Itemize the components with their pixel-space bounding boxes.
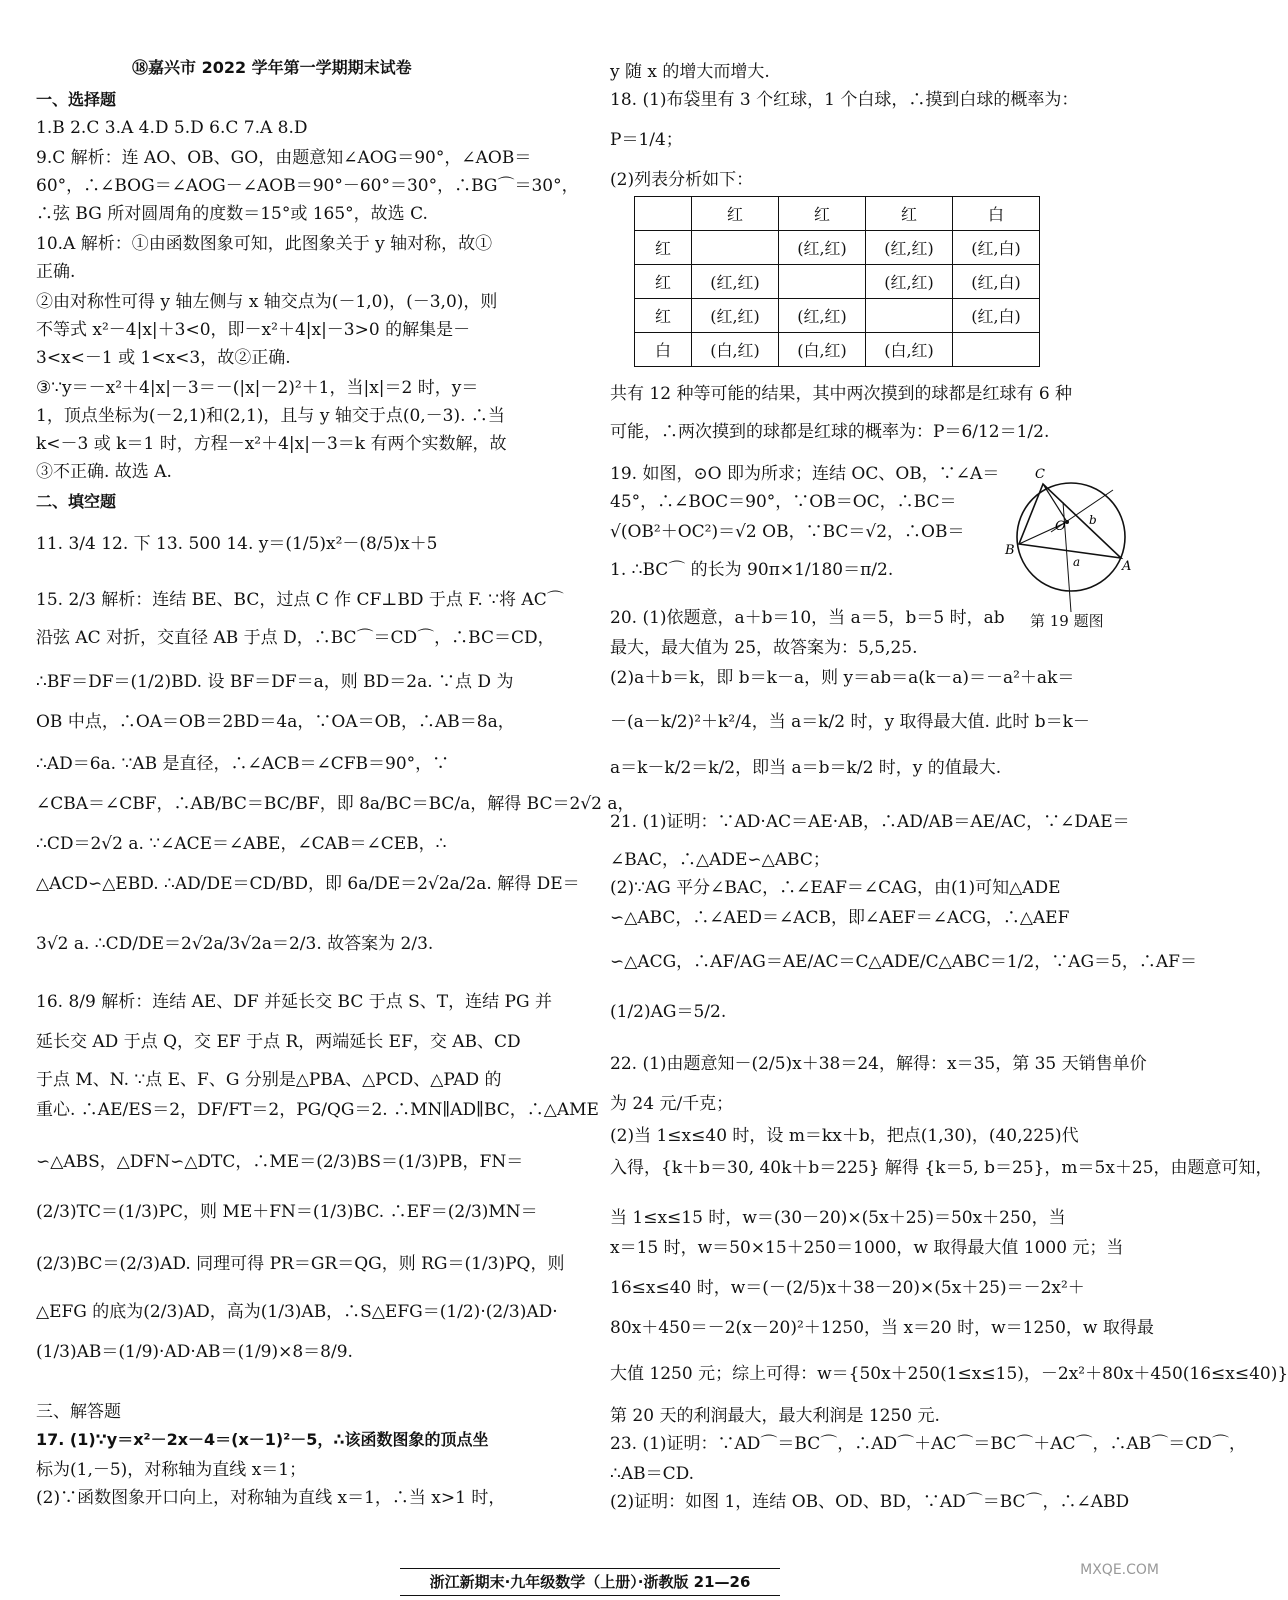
text-line: 第 20 天的利润最大，最大利润是 1250 元. <box>610 1406 940 1426</box>
table-cell: (白,红) <box>692 333 779 367</box>
text-line: √(OB²＋OC²)＝√2 OB，∵BC＝√2，∴OB＝ <box>610 522 965 542</box>
text-line: ∴弦 BG 所对圆周角的度数＝15°或 165°，故选 C. <box>36 204 428 224</box>
table-cell <box>953 333 1040 367</box>
text-line: 最大，最大值为 25，故答案为：5,5,25. <box>610 638 918 658</box>
text-line: 17. (1)∵y＝x²－2x－4＝(x－1)²－5，∴该函数图象的顶点坐 <box>36 1430 489 1449</box>
text-line: 60°，∴∠BOG＝∠AOG－∠AOB＝90°－60°＝30°，∴BG⌒＝30°， <box>36 176 579 196</box>
table-cell: 红 <box>635 231 692 265</box>
text-line: 16≤x≤40 时，w＝(－(2/5)x＋38－20)×(5x＋25)＝－2x²＋ <box>610 1278 1085 1298</box>
text-line: 大值 1250 元；综上可得：w＝{50x＋250(1≤x≤15)，－2x²＋80x＋450(16≤x≤40)} <box>610 1364 1288 1384</box>
label-a: A <box>1122 559 1132 574</box>
table-row <box>635 333 1040 367</box>
text-line: 18. (1)布袋里有 3 个红球，1 个白球，∴摸到白球的概率为： <box>610 90 1079 110</box>
text-line: OB 中点，∴OA＝OB＝2BD＝4a，∵OA＝OB，∴AB＝8a， <box>36 712 515 732</box>
label-b: B <box>1005 543 1015 558</box>
text-line: 1.B 2.C 3.A 4.D 5.D 6.C 7.A 8.D <box>36 118 308 138</box>
text-line: 三、解答题 <box>36 1402 121 1422</box>
table-cell: 红 <box>866 197 953 231</box>
text-line: (2)a＋b＝k，即 b＝k－a，则 y＝ab＝a(k－a)＝－a²＋ak＝ <box>610 668 1075 688</box>
text-line: (2)证明：如图 1，连结 OB、OD、BD，∵AD⌒＝BC⌒，∴∠ABD <box>610 1492 1130 1512</box>
text-line: ∴BF＝DF＝(1/2)BD. 设 BF＝DF＝a，则 BD＝2a. ∵点 D 为 <box>36 672 514 692</box>
text-line: 一、选择题 <box>36 90 117 109</box>
text-line: ∽△ABS，△DFN∽△DTC，∴ME＝(2/3)BS＝(1/3)PB，FN＝ <box>36 1152 524 1172</box>
text-line: 45°，∴∠BOC＝90°，∵OB＝OC，∴BC＝ <box>610 492 957 512</box>
text-line: 22. (1)由题意知－(2/5)x＋38＝24，解得：x＝35，第 35 天销售单价 <box>610 1054 1147 1074</box>
text-line: 16. 8/9 解析：连结 AE、DF 并延长交 BC 于点 S、T，连结 PG 并 <box>36 992 552 1012</box>
text-line: k<－3 或 k＝1 时，方程－x²＋4|x|－3＝k 有两个实数解，故 <box>36 434 507 454</box>
text-line: 标为(1,－5)，对称轴为直线 x＝1； <box>36 1460 307 1480</box>
text-line: 可能，∴两次摸到的球都是红球的概率为：P＝6/12＝1/2. <box>610 422 1050 442</box>
text-line: 沿弦 AC 对折，交直径 AB 于点 D，∴BC⌒＝CD⌒，∴BC＝CD， <box>36 628 555 648</box>
table-header-row <box>635 197 1040 231</box>
table-cell: 白 <box>635 333 692 367</box>
text-line: ∴CD＝2√2 a. ∵∠ACE＝∠ABE，∠CAB＝∠CEB，∴ <box>36 834 447 854</box>
text-line: y 随 x 的增大而增大. <box>610 62 770 82</box>
text-line: 不等式 x²－4|x|＋3<0，即－x²＋4|x|－3>0 的解集是－ <box>36 320 471 340</box>
text-line: ∴AB＝CD. <box>610 1464 695 1484</box>
table-cell: 红 <box>779 197 866 231</box>
text-line: 延长交 AD 于点 Q，交 EF 于点 R，两端延长 EF，交 AB、CD <box>36 1032 521 1052</box>
text-line: 重心. ∴AE/ES＝2，DF/FT＝2，PG/QG＝2. ∴MN∥AD∥BC，∴△AME <box>36 1100 599 1120</box>
text-line: ∽△ACG，∴AF/AG＝AE/AC＝C△ADE/C△ABC＝1/2，∵AG＝5，∴AF＝ <box>610 952 1197 972</box>
text-line: 20. (1)依题意，a＋b＝10，当 a＝5，b＝5 时，ab <box>610 608 1005 628</box>
watermark: MXQE.COM <box>1080 1562 1159 1578</box>
text-line: 11. 3/4 12. 下 13. 500 14. y＝(1/5)x²－(8/5)x＋5 <box>36 534 438 554</box>
table-cell: (红,红) <box>866 231 953 265</box>
table-cell: (红,白) <box>953 299 1040 333</box>
text-line: 正确. <box>36 262 76 282</box>
text-line: (2/3)TC＝(1/3)PC，则 ME＋FN＝(1/3)BC. ∴EF＝(2/3)MN＝ <box>36 1202 538 1222</box>
text-line: 19. 如图，⊙O 即为所求；连结 OC、OB，∵∠A＝ <box>610 464 1000 484</box>
text-line: 二、填空题 <box>36 492 117 511</box>
table-cell: 红 <box>635 299 692 333</box>
text-line: △ACD∽△EBD. ∴AD/DE＝CD/BD，即 6a/DE＝2√2a/2a. 解得 DE＝ <box>36 874 580 894</box>
text-line: (2/3)BC＝(2/3)AD. 同理可得 PR＝GR＝QG，则 RG＝(1/3)PQ，则 <box>36 1254 565 1274</box>
text-line: 共有 12 种等可能的结果，其中两次摸到的球都是红球有 6 种 <box>610 384 1073 404</box>
table-cell: (白,红) <box>866 333 953 367</box>
label-b-lower: b <box>1089 513 1097 527</box>
text-line: (2)∵AG 平分∠BAC，∴∠EAF＝∠CAG，由(1)可知△ADE <box>610 878 1061 898</box>
text-line: 当 1≤x≤15 时，w＝(30－20)×(5x＋25)＝50x＋250，当 <box>610 1208 1066 1228</box>
text-line: a＝k－k/2＝k/2，即当 a＝b＝k/2 时，y 的值最大. <box>610 758 1002 778</box>
table-cell: (红,白) <box>953 265 1040 299</box>
table-cell: (红,白) <box>953 231 1040 265</box>
text-line: P＝1/4； <box>610 130 683 150</box>
label-c: C <box>1035 467 1045 482</box>
figure-caption: 第 19 题图 <box>1030 612 1104 630</box>
text-line: (2)当 1≤x≤40 时，设 m＝kx＋b，把点(1,30)，(40,225)代 <box>610 1126 1079 1146</box>
circle-figure <box>1005 462 1135 627</box>
text-line: ③不正确. 故选 A. <box>36 462 172 482</box>
table-cell: (红,红) <box>692 265 779 299</box>
page-footer: 浙江新期末·九年级数学（上册）·浙教版 21—26 <box>400 1568 780 1596</box>
text-line: 9.C 解析：连 AO、OB、GO，由题意知∠AOG＝90°，∠AOB＝ <box>36 148 532 168</box>
text-line: 于点 M、N. ∵点 E、F、G 分别是△PBA、△PCD、△PAD 的 <box>36 1070 502 1090</box>
text-line: (2)∵函数图象开口向上，对称轴为直线 x＝1，∴当 x>1 时， <box>36 1488 506 1508</box>
text-line: ∽△ABC，∴∠AED＝∠ACB，即∠AEF＝∠ACG，∴△AEF <box>610 908 1070 928</box>
table-row <box>635 231 1040 265</box>
table-cell: (红,红) <box>779 299 866 333</box>
table-cell: (红,红) <box>779 231 866 265</box>
exam-title: ⑱嘉兴市 2022 学年第一学期期末试卷 <box>132 58 412 77</box>
text-line: ∠BAC，∴△ADE∽△ABC； <box>610 850 830 870</box>
text-line: 10.A 解析：①由函数图象可知，此图象关于 y 轴对称，故① <box>36 234 493 254</box>
text-line: 1，顶点坐标为(－2,1)和(2,1)，且与 y 轴交于点(0,－3). ∴当 <box>36 406 505 426</box>
table-cell: 红 <box>692 197 779 231</box>
probability-table <box>634 196 1040 367</box>
table-row <box>635 299 1040 333</box>
table-cell: (白,红) <box>779 333 866 367</box>
table-row <box>635 265 1040 299</box>
label-a-lower: a <box>1073 555 1081 569</box>
text-line: 为 24 元/千克； <box>610 1094 734 1114</box>
text-line: ∠CBA＝∠CBF，∴AB/BC＝BC/BF，即 8a/BC＝BC/a，解得 BC＝2√2 a， <box>36 794 635 814</box>
text-line: 23. (1)证明：∵AD⌒＝BC⌒，∴AD⌒＋AC⌒＝BC⌒＋AC⌒，∴AB⌒＝CD⌒， <box>610 1434 1246 1454</box>
text-line: 80x＋450＝－2(x－20)²＋1250，当 x＝20 时，w＝1250，w 取得最 <box>610 1318 1154 1338</box>
table-cell: (红,红) <box>692 299 779 333</box>
text-line: x＝15 时，w＝50×15＋250＝1000，w 取得最大值 1000 元；当 <box>610 1238 1124 1258</box>
text-line: 入得，{k＋b＝30, 40k＋b＝225} 解得 {k＝5, b＝25}，m＝5x＋25，由题意可知， <box>610 1158 1273 1178</box>
table-cell: 白 <box>953 197 1040 231</box>
table-cell <box>779 265 866 299</box>
table-cell <box>692 231 779 265</box>
text-line: (1/2)AG＝5/2. <box>610 1002 727 1022</box>
table-cell: (红,红) <box>866 265 953 299</box>
table-cell <box>635 197 692 231</box>
text-line: (1/3)AB＝(1/9)·AD·AB＝(1/9)×8＝8/9. <box>36 1342 353 1362</box>
text-line: －(a－k/2)²＋k²/4，当 a＝k/2 时，y 取得最大值. 此时 b＝k－ <box>610 712 1090 732</box>
text-line: △EFG 的底为(2/3)AD，高为(1/3)AB，∴S△EFG＝(1/2)·(2/3)AD· <box>36 1302 558 1322</box>
text-line: 1. ∴BC⌒ 的长为 90π×1/180＝π/2. <box>610 560 894 580</box>
text-line: 21. (1)证明：∵AD·AC＝AE·AB，∴AD/AB＝AE/AC，∵∠DAE＝ <box>610 812 1130 832</box>
text-line: ③∵y＝－x²＋4|x|－3＝－(|x|－2)²＋1，当|x|＝2 时，y＝ <box>36 378 479 398</box>
label-o: O <box>1055 519 1066 534</box>
text-line: (2)列表分析如下： <box>610 170 754 190</box>
text-line: 3<x<－1 或 1<x<3，故②正确. <box>36 348 291 368</box>
table-cell: 红 <box>635 265 692 299</box>
text-line: 15. 2/3 解析：连结 BE、BC，过点 C 作 CF⊥BD 于点 F. ∵将 AC⌒ <box>36 590 564 610</box>
text-line: ∴AD＝6a. ∵AB 是直径，∴∠ACB＝∠CFB＝90°，∵ <box>36 754 450 774</box>
text-line: 3√2 a. ∴CD/DE＝2√2a/3√2a＝2/3. 故答案为 2/3. <box>36 934 434 954</box>
text-line: ②由对称性可得 y 轴左侧与 x 轴交点为(－1,0)，(－3,0)，则 <box>36 292 498 312</box>
table-cell <box>866 299 953 333</box>
